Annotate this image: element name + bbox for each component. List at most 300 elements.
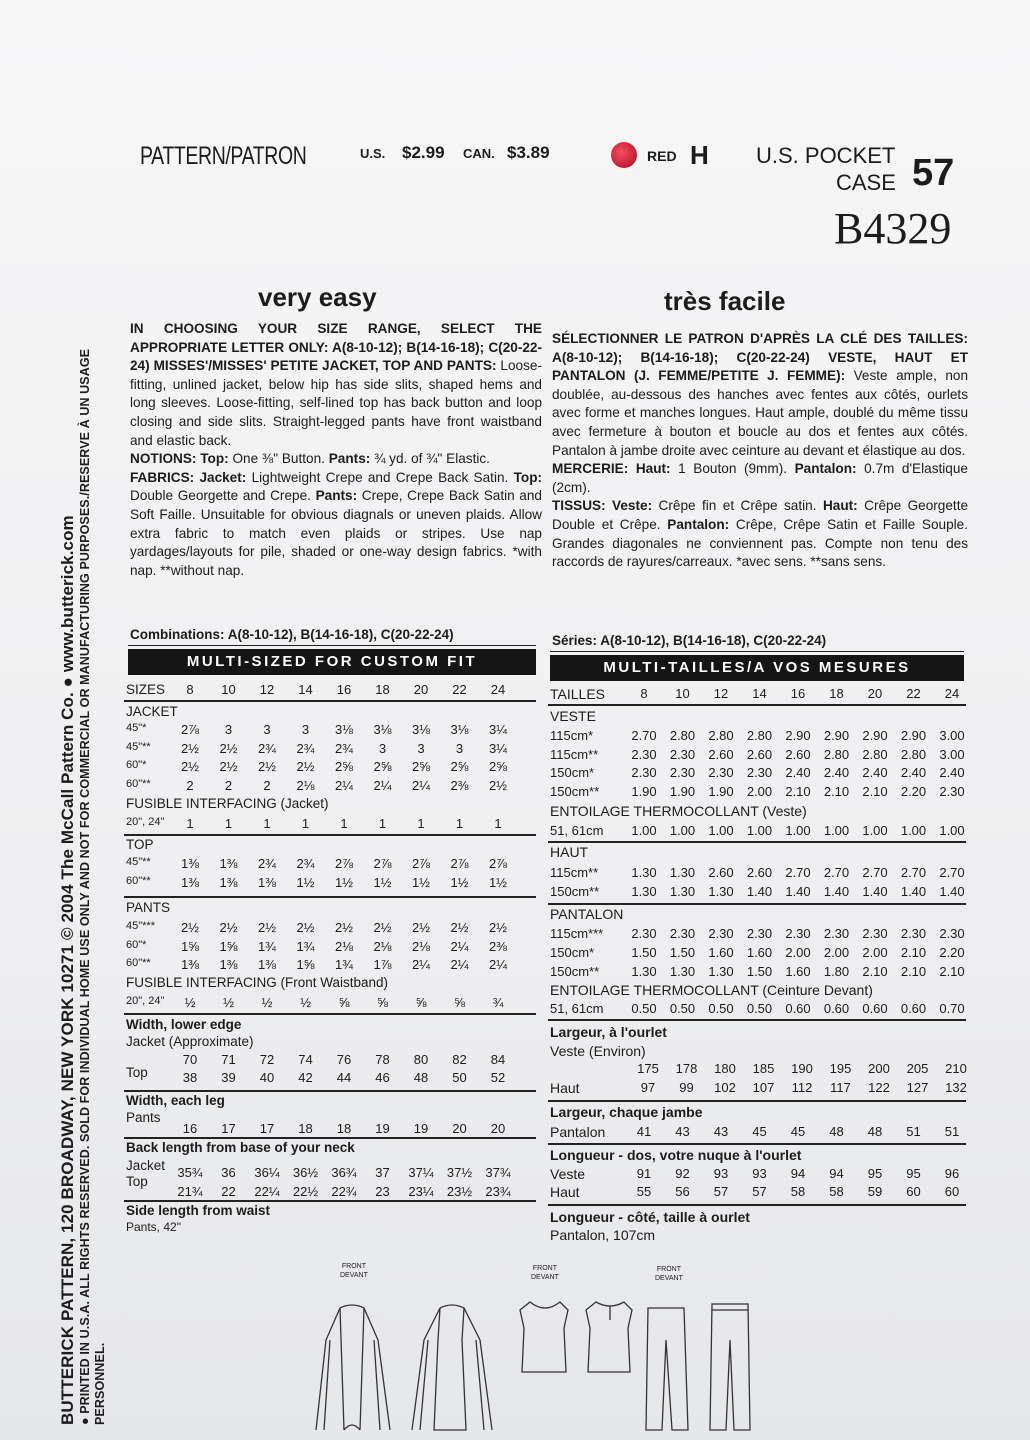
sizes-label: SIZES	[126, 682, 166, 697]
tissus-haut: Crêpe Georgette Double et Crêpe.	[552, 498, 969, 532]
fusible-jacket-cell: 1	[186, 816, 194, 831]
pants-leg-cell: 19	[413, 1121, 429, 1136]
jacket-yardage-cell: 2¼	[334, 777, 354, 793]
back-jacket-cell: 36½	[292, 1165, 319, 1180]
pants-leg-cell: 18	[336, 1121, 352, 1136]
ent-ceinture-cell: 0.60	[862, 1001, 888, 1016]
can-label: CAN.	[463, 146, 495, 161]
table-divider	[124, 1090, 536, 1092]
fusible-jacket-cell: 1	[301, 816, 310, 831]
haut-largeur-cell: 127	[906, 1080, 929, 1095]
pantalon-jambe-cell: 51	[906, 1124, 921, 1139]
ent-ceinture-cell: 0.60	[823, 1001, 850, 1016]
row-label: 150cm*	[550, 765, 595, 780]
jacket-yardage-cell: 2½	[180, 740, 200, 756]
pantalon-yardage-cell: 2.00	[823, 945, 850, 960]
top-yardage-cell: 2¾	[257, 856, 277, 871]
row-label: 150cm*	[550, 945, 595, 960]
top-width-cell: 38	[182, 1070, 198, 1085]
ent-veste-cell: 1.00	[746, 823, 773, 838]
haut-yardage-cell: 2.70	[900, 865, 927, 880]
top-yardage-cell: 2⅞	[450, 856, 469, 871]
size-cell: 12	[259, 682, 275, 697]
jacket-back-sketch	[412, 1305, 492, 1430]
ent-veste-cell: 1.00	[708, 823, 734, 838]
jacket-yardage-cell: 2¾	[334, 740, 354, 756]
pantalon-jambe-cell: 48	[867, 1124, 883, 1139]
long-haut-label: Haut	[550, 1184, 580, 1200]
fusible-jacket-cell: 1	[224, 816, 233, 831]
top-yardage-cell: 1⅜	[219, 856, 238, 871]
pantalon-jambe-cell: 41	[636, 1124, 652, 1139]
long-veste-cell: 96	[944, 1166, 960, 1181]
pants-yardage-cell: 1⅝	[180, 938, 200, 954]
haut-largeur-label: Haut	[550, 1080, 580, 1096]
fabrics-top-label: Top:	[513, 469, 543, 485]
row-label: 51, 61cm	[550, 1001, 604, 1016]
back-top-cell: 21¾	[177, 1184, 203, 1199]
haut-yardage-cell: 1.30	[669, 865, 696, 880]
top-yardage-cell: 2⅞	[488, 856, 508, 871]
top-yardage-cell: 2⅞	[334, 856, 354, 871]
pants-leg-cell: 19	[375, 1121, 390, 1136]
pants-yardage-cell: 1¾	[334, 957, 354, 972]
taille-cell: 12	[713, 686, 729, 701]
haut-yardage-cell: 1.40	[939, 884, 965, 899]
row-label: 60"**	[126, 957, 151, 969]
row-label: 60"**	[126, 777, 151, 790]
notions-pants: ¾ yd. of ¾" Elastic.	[374, 451, 490, 467]
can-price: $3.89	[507, 143, 550, 162]
taille-cell: 14	[752, 686, 767, 701]
haut-largeur-cell: 117	[830, 1080, 851, 1095]
largeur-ourlet-label: Largeur, à l'ourlet	[550, 1024, 667, 1040]
veste-yardage-cell: 2.90	[823, 728, 850, 743]
english-description	[130, 320, 542, 580]
haut-yardage-cell: 1.40	[900, 884, 927, 899]
notions-pants-label: Pants:	[328, 451, 371, 467]
back-jacket-cell: 37½	[446, 1165, 473, 1180]
back-jacket-label: Jacket	[126, 1158, 166, 1173]
veste-yardage-cell: 2.00	[746, 783, 773, 799]
veste-largeur-cell: 210	[945, 1061, 967, 1076]
pants-yardage-cell: 2½	[334, 920, 354, 935]
veste-yardage-cell: 1.90	[669, 783, 696, 799]
taille-cell: 18	[829, 686, 844, 701]
back-jacket-cell: 36¾	[331, 1165, 357, 1180]
notions-label: NOTIONS: Top:	[130, 451, 229, 467]
fusible-waist-cell: ½	[300, 995, 311, 1010]
pants-leg-cell: 17	[221, 1121, 236, 1136]
pants-yardage-cell: 2½	[257, 920, 277, 935]
jacket-yardage-cell: 3	[263, 722, 271, 737]
pantalon-yardage-cell: 2.30	[785, 926, 811, 941]
haut-yardage-cell: 2.70	[862, 865, 888, 880]
pants-yardage-cell: 2¼	[450, 938, 469, 954]
fusible-waist-cell: ¾	[492, 995, 504, 1010]
fusible-waist-cell: ⅝	[454, 995, 465, 1010]
combinations: Combinations: A(8-10-12), B(14-16-18), C(20-22-24)	[130, 627, 454, 642]
fabrics-jacket: Lightweight Crepe and Crepe Back Satin.	[251, 469, 509, 485]
jacket-width-cell: 84	[490, 1052, 506, 1067]
haut-largeur-cell: 112	[791, 1080, 813, 1095]
long-veste-cell: 91	[636, 1166, 652, 1181]
pants-yardage-cell: 2½	[411, 920, 431, 935]
jacket-approx-label: Jacket (Approximate)	[126, 1034, 254, 1049]
ent-ceinture-cell: 0.50	[708, 1001, 734, 1016]
veste-yardage-cell: 2.70	[631, 728, 657, 743]
fusible-jacket-cell: 1	[417, 816, 425, 831]
top-yardage-cell: 1⅜	[257, 875, 277, 890]
pantalon-yardage-cell: 2.30	[939, 926, 965, 941]
jacket-yardage-cell: 3	[455, 740, 464, 756]
veste-yardage-cell: 2.40	[900, 765, 927, 780]
long-haut-cell: 57	[713, 1184, 729, 1199]
row-label: 45"***	[126, 920, 155, 932]
pants-yardage-cell: 1¾	[296, 938, 315, 954]
taille-cell: 20	[867, 686, 883, 701]
top-back-sketch	[586, 1302, 632, 1372]
fusible-waist-label: FUSIBLE INTERFACING (Front Waistband)	[126, 975, 389, 990]
veste-environ-label: Veste (Environ)	[550, 1043, 646, 1059]
back-top-label: Top	[126, 1174, 148, 1189]
size-cell: 22	[452, 682, 467, 697]
back-top-cell: 22½	[292, 1184, 319, 1199]
publisher-address: BUTTERICK PATTERN, 120 BROADWAY, NEW YORK 10271 © 2004 The McCall Pattern Co. ● www.butterick.com	[58, 515, 77, 1425]
fusible-jacket-cell: 1	[378, 816, 387, 831]
back-top-cell: 23¼	[408, 1184, 434, 1199]
us-price: $2.99	[402, 143, 445, 162]
series: Séries: A(8-10-12), B(14-16-18), C(20-22-24)	[552, 633, 827, 648]
pants-yardage-cell: 2⅜	[488, 938, 508, 954]
jacket-yardage-cell: 3⅛	[411, 722, 431, 737]
table-divider	[124, 1137, 536, 1139]
table-divider	[124, 896, 536, 898]
mercerie-label: MERCERIE: Haut:	[552, 461, 671, 477]
table-divider	[124, 1013, 536, 1015]
pants-yardage-cell: 1⅝	[296, 957, 315, 972]
pantalon-yardage-cell: 2.30	[746, 926, 773, 941]
english-heading: MISSES'/MISSES' PETITE JACKET, TOP AND PANTS:	[153, 358, 497, 374]
veste-yardage-cell: 2.80	[900, 746, 927, 762]
top-width-cell: 50	[452, 1070, 467, 1085]
pantalon-jambe-cell: 43	[675, 1124, 690, 1139]
veste-yardage-cell: 2.30	[669, 746, 696, 762]
jacket-yardage-cell: 2¼	[411, 777, 431, 793]
veste-yardage-cell: 2.40	[785, 765, 811, 780]
back-jacket-cell: 36¼	[254, 1165, 280, 1180]
jacket-yardage-cell: 2½	[296, 759, 315, 774]
top-yardage-cell: 1½	[488, 875, 508, 890]
ent-ceinture-label: ENTOILAGE THERMOCOLLANT (Ceinture Devant)	[550, 982, 873, 998]
ent-veste-cell: 1.00	[631, 823, 657, 838]
veste-yardage-cell: 3.00	[939, 746, 965, 762]
jacket-yardage-cell: 2⅝	[334, 759, 354, 774]
jacket-width-cell: 78	[375, 1052, 390, 1067]
back-top-cell: 23½	[446, 1184, 473, 1199]
veste-yardage-cell: 2.30	[631, 765, 657, 780]
jacket-front-sketch	[316, 1305, 390, 1430]
ent-ceinture-cell: 0.60	[900, 1001, 927, 1016]
jacket-yardage-cell: 2½	[219, 740, 238, 756]
jacket-width-cell: 74	[298, 1052, 313, 1067]
long-veste-cell: 94	[829, 1166, 844, 1181]
pants-leg-cell: 20	[490, 1121, 506, 1136]
veste-largeur-cell: 190	[791, 1061, 813, 1076]
haut-yardage-cell: 2.70	[785, 865, 811, 880]
top-yardage-cell: 1½	[334, 875, 354, 890]
mercerie-pant-label: Pantalon:	[794, 461, 857, 477]
rights-notice: ● PRINTED IN U.S.A. ALL RIGHTS RESERVED. SOLD FOR INDIVIDUAL HOME USE ONLY AND NOT FOR COMMERCIAL OR MANUFACTURING PURPOSES./RESERVE À UN USAGE PERSONNEL.	[78, 348, 107, 1425]
pocket-line1: U.S. POCKET	[756, 143, 896, 168]
long-haut-cell: 60	[944, 1184, 960, 1199]
size-cell: 10	[221, 682, 236, 697]
pantalon-jambe-cell: 45	[790, 1124, 806, 1139]
pantalon-yardage-cell: 2.10	[862, 964, 888, 979]
jacket-yardage-cell: 2⅜	[450, 777, 469, 793]
pants-yardage-cell: 1⅜	[257, 957, 277, 972]
haut-yardage-cell: 2.70	[823, 865, 850, 880]
jacket-yardage-cell: 2⅝	[488, 759, 508, 774]
pants-yardage-cell: 2½	[488, 920, 508, 935]
fabrics-label: FABRICS: Jacket:	[130, 469, 247, 485]
fusible-waist-cell: ⅝	[338, 995, 350, 1010]
long-veste-cell: 92	[675, 1166, 690, 1181]
veste-yardage-cell: 2.40	[823, 765, 850, 780]
veste-yardage-cell: 2.80	[823, 746, 850, 762]
table-divider	[548, 1204, 966, 1206]
fusible-waist-cell: ½	[261, 995, 273, 1010]
ent-ceinture-cell: 0.50	[631, 1001, 657, 1016]
haut-yardage-cell: 1.40	[862, 884, 888, 899]
fusible-waist-cell: ½	[223, 995, 234, 1010]
veste-yardage-cell: 2.30	[746, 765, 773, 780]
back-jacket-cell: 36	[221, 1165, 236, 1180]
veste-yardage-cell: 2.60	[708, 746, 734, 762]
us-label: U.S.	[360, 146, 386, 161]
jacket-width-cell: 80	[413, 1052, 429, 1067]
pocket-number: 57	[912, 152, 955, 194]
ent-veste-label: ENTOILAGE THERMOCOLLANT (Veste)	[550, 803, 807, 819]
pantalon-yardage-cell: 1.50	[669, 945, 696, 960]
pantalon-yardage-cell: 1.50	[631, 945, 657, 960]
french-description	[552, 330, 968, 572]
haut-yardage-cell: 1.40	[823, 884, 850, 899]
long-haut-cell: 60	[906, 1184, 921, 1199]
table-divider	[548, 704, 966, 706]
french-intro: SÉLECTIONNER LE PATRON D'APRÈS LA CLÉ DES TAILLES: A(8-10-12); B(14-16-18); C(20-22-24)	[552, 331, 968, 365]
ent-ceinture-cell: 0.70	[939, 1001, 965, 1016]
veste-yardage-cell: 2.80	[708, 728, 734, 743]
front-label-jacket: FRONT DEVANT	[340, 1263, 368, 1279]
table-divider	[124, 1200, 536, 1202]
row-label: 115cm*	[550, 728, 594, 743]
mercerie-pant: 0.7m d'Elastique (2cm).	[552, 461, 968, 495]
long-veste-cell: 94	[790, 1166, 806, 1181]
jacket-yardage-cell: 2¼	[373, 777, 392, 793]
long-haut-cell: 58	[829, 1184, 844, 1199]
haut-yardage-cell: 1.40	[746, 884, 773, 899]
table-divider	[124, 834, 536, 836]
size-cell: 24	[490, 682, 506, 697]
pantalon-yardage-cell: 1.60	[708, 945, 734, 960]
veste-largeur-cell: 195	[829, 1061, 852, 1076]
ent-veste-cell: 1.00	[862, 823, 888, 838]
tissus-pant: Crêpe, Crêpe Satin et Faille Souple. Grandes diagonales ne conviennent pas. Compte non tenu des raccords de rayures/carreaux. *avec sens. **sans sens.	[552, 516, 969, 570]
width-lower-label: Width, lower edge	[126, 1017, 242, 1032]
row-label: 60"**	[126, 875, 151, 887]
veste-yardage-cell: 2.90	[785, 728, 811, 743]
veste-largeur-cell: 178	[675, 1061, 698, 1076]
jacket-yardage-cell: 2⅞	[180, 722, 200, 737]
fusible-jacket-label: FUSIBLE INTERFACING (Jacket)	[126, 796, 329, 811]
jacket-yardage-cell: 2	[263, 777, 271, 793]
pants-front-sketch	[646, 1308, 688, 1430]
fabrics-pants-label: Pants:	[315, 488, 358, 504]
english-table-title: MULTI-SIZED FOR CUSTOM FIT	[128, 649, 536, 675]
pantalon-yardage-cell: 2.30	[669, 926, 696, 941]
jacket-yardage-cell: 2½	[219, 759, 238, 774]
veste-yardage-cell: 2.30	[669, 765, 696, 780]
long-veste-cell: 95	[906, 1166, 921, 1181]
sizes-label: TAILLES	[550, 686, 605, 702]
top-width-cell: 46	[375, 1070, 390, 1085]
pantalon-jambe-cell: 43	[713, 1124, 729, 1139]
veste-largeur-cell: 205	[906, 1061, 929, 1076]
english-title: very easy	[258, 282, 377, 312]
pantalon-label: PANTALON	[550, 906, 624, 922]
top-width-cell: 42	[298, 1070, 313, 1085]
long-haut-cell: 56	[675, 1184, 690, 1199]
veste-yardage-cell: 2.40	[939, 765, 965, 780]
row-label: 45"*	[126, 722, 147, 734]
pants-yardage-cell: 2½	[296, 920, 315, 935]
row-label: 60"*	[126, 938, 147, 951]
pants-yardage-cell: 1⅝	[219, 938, 238, 954]
french-yardage-table	[548, 686, 966, 1246]
veste-yardage-cell: 2.10	[823, 783, 850, 799]
divider	[550, 651, 964, 652]
taille-cell: 10	[675, 686, 690, 701]
pants-yardage-cell: 2½	[219, 920, 238, 935]
pantalon-jambe-cell: 48	[829, 1124, 844, 1139]
jacket-yardage-cell: 2¾	[296, 740, 315, 756]
jacket-yardage-cell: 2½	[180, 759, 200, 774]
color-label: RED	[647, 148, 677, 164]
english-desc: Loose-fitting, unlined jacket, below hip has side slits, shaped hems and long sleeves. Loose-fitting, self-lined top has back button and loop closing and side slits. Straight-legged pants have front waistband and elastic back.	[130, 358, 542, 448]
pants-yardage-cell: 1⅞	[373, 957, 392, 972]
fusible-waist-cell: ⅝	[415, 995, 427, 1010]
pantalon-yardage-cell: 2.10	[939, 964, 965, 979]
haut-largeur-cell: 102	[714, 1080, 736, 1095]
veste-yardage-cell: 3.00	[939, 728, 965, 743]
back-top-cell: 22¼	[254, 1184, 280, 1199]
pants-yardage-cell: 2½	[450, 920, 469, 935]
pantalon-yardage-cell: 2.00	[785, 945, 811, 960]
haut-largeur-cell: 99	[679, 1080, 694, 1095]
veste-yardage-cell: 1.90	[631, 783, 657, 799]
pants-label: PANTS	[126, 900, 171, 915]
haut-yardage-cell: 2.60	[708, 865, 734, 880]
tissus-haut-label: Haut:	[822, 498, 858, 514]
top-yardage-cell: 1⅜	[180, 875, 200, 890]
pattern-label: PATTERN/PATRON	[140, 142, 307, 170]
tissus-veste: Crêpe fin et Crêpe satin.	[658, 498, 817, 514]
row-label: 115cm**	[550, 746, 599, 762]
veste-yardage-cell: 2.60	[785, 746, 811, 762]
jacket-yardage-cell: 3	[301, 722, 310, 737]
pantalon-107: Pantalon, 107cm	[550, 1227, 656, 1243]
veste-largeur-cell: 180	[714, 1061, 736, 1076]
jacket-yardage-cell: 2⅝	[450, 759, 469, 774]
veste-yardage-cell: 2.30	[939, 783, 965, 799]
jacket-yardage-cell: 2⅛	[296, 777, 315, 793]
largeur-jambe-label: Largeur, chaque jambe	[550, 1104, 703, 1120]
pantalon-yardage-cell: 2.30	[823, 926, 850, 941]
top-yardage-cell: 1½	[373, 875, 392, 890]
taille-cell: 16	[790, 686, 806, 701]
jacket-yardage-cell: 2½	[488, 777, 508, 793]
fusible-jacket-cell: 1	[494, 816, 502, 831]
size-cell: 14	[298, 682, 313, 697]
jacket-yardage-cell: 2½	[257, 759, 277, 774]
jacket-label: JACKET	[126, 704, 178, 719]
top-width-cell: 39	[221, 1070, 236, 1085]
ent-ceinture-cell: 0.60	[785, 1001, 811, 1016]
back-top-cell: 22	[221, 1184, 236, 1199]
pantalon-yardage-cell: 2.30	[900, 926, 927, 941]
pantalon-yardage-cell: 1.60	[785, 964, 811, 979]
ent-veste-cell: 1.00	[669, 823, 696, 838]
color-letter: H	[690, 140, 709, 170]
top-yardage-cell: 2¾	[296, 856, 315, 871]
top-yardage-cell: 1⅜	[219, 875, 238, 890]
top-width-cell: 40	[259, 1070, 275, 1085]
fusible-waist-cell: ⅝	[377, 995, 388, 1010]
pantalon-yardage-cell: 1.50	[746, 964, 773, 979]
row-label: 20", 24"	[126, 816, 165, 828]
veste-largeur-cell: 200	[868, 1061, 890, 1076]
table-divider	[548, 1100, 966, 1102]
pants-back-sketch	[710, 1304, 750, 1430]
size-cell: 18	[375, 682, 390, 697]
top-yardage-cell: 2⅞	[411, 856, 431, 871]
row-label: 115cm***	[550, 926, 604, 941]
notions-top: One ⅜" Button.	[232, 451, 325, 467]
long-veste-cell: 95	[867, 1166, 883, 1181]
french-table-title: MULTI-TAILLES/A VOS MESURES	[550, 655, 964, 681]
english-yardage-table	[124, 682, 536, 1242]
long-haut-cell: 55	[636, 1184, 652, 1199]
pants-yardage-cell: 2½	[373, 920, 392, 935]
pants-yardage-cell: 1¾	[257, 938, 277, 954]
veste-yardage-cell: 2.10	[785, 783, 811, 799]
ent-veste-cell: 1.00	[785, 823, 811, 838]
pantalon-yardage-cell: 2.30	[862, 926, 888, 941]
veste-largeur-cell: 175	[637, 1061, 659, 1076]
back-jacket-cell: 37¾	[485, 1165, 511, 1180]
jacket-yardage-cell: 2	[186, 777, 194, 793]
veste-largeur-cell: 185	[752, 1061, 775, 1076]
envelope-sidebar-text	[58, 275, 107, 1425]
haut-largeur-cell: 132	[945, 1080, 967, 1095]
size-cell: 8	[186, 682, 194, 697]
ent-veste-cell: 1.00	[900, 823, 927, 838]
fabrics-pants: Crepe, Crepe Back Satin and Soft Faille. Unsuitable for obvious diagnals or uneven plaids. Allow extra fabric to match even plaids or stripes. Use nap yardages/layouts for pile, shaded or one-way design fabrics. *with nap. **without nap.	[130, 488, 542, 578]
top-width-cell: 48	[413, 1070, 429, 1085]
long-haut-cell: 59	[867, 1184, 883, 1199]
jacket-yardage-cell: 2⅝	[411, 759, 431, 774]
